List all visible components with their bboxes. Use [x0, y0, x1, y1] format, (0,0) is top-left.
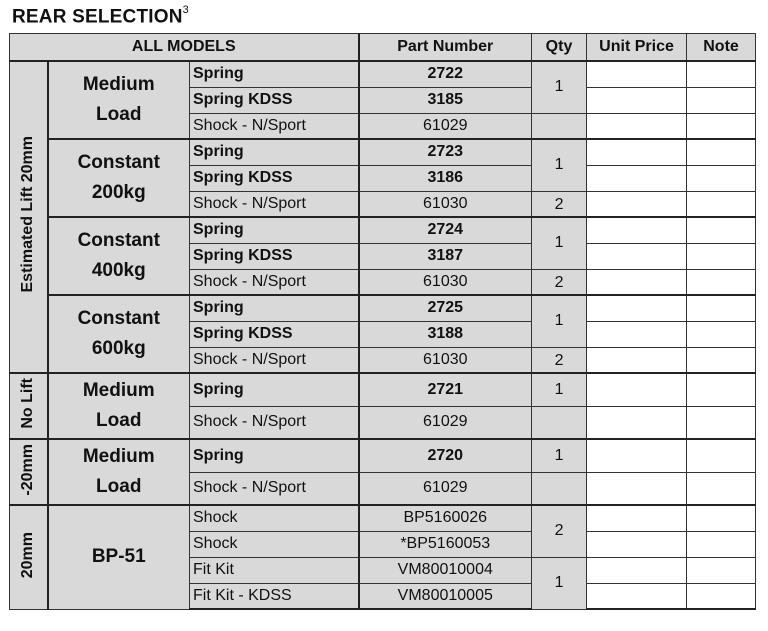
table-row	[10, 217, 756, 243]
note-cell[interactable]	[687, 113, 756, 139]
section-minus-20mm: -20mm	[10, 439, 48, 505]
part-number-cell: BP5160026	[359, 505, 532, 531]
part-number-cell: 61029	[359, 113, 532, 139]
component-cell: Shock - N/Sport	[190, 191, 359, 217]
header-note: Note	[687, 34, 756, 62]
part-number-cell: 61030	[359, 347, 532, 373]
unit-price-cell[interactable]	[587, 269, 687, 295]
header-all-models: ALL MODELS	[10, 34, 359, 62]
qty-cell: 1	[532, 439, 587, 472]
component-cell: Fit Kit - KDSS	[190, 583, 359, 609]
note-cell[interactable]	[687, 531, 756, 557]
qty-cell	[532, 113, 587, 139]
component-cell: Fit Kit	[190, 557, 359, 583]
note-cell[interactable]	[687, 472, 756, 505]
unit-price-cell[interactable]	[587, 505, 687, 531]
note-cell[interactable]	[687, 61, 756, 87]
component-cell: Spring KDSS	[190, 165, 359, 191]
unit-price-cell[interactable]	[587, 139, 687, 165]
load-label: BP-51	[48, 505, 190, 609]
load-label: Constant 400kg	[48, 217, 190, 295]
table-header-row	[10, 34, 756, 62]
part-number-cell: VM80010005	[359, 583, 532, 609]
component-cell: Shock - N/Sport	[190, 347, 359, 373]
qty-cell: 2	[532, 269, 587, 295]
note-cell[interactable]	[687, 373, 756, 406]
part-number-cell: 3187	[359, 243, 532, 269]
load-label: Constant 200kg	[48, 139, 190, 217]
component-cell: Shock - N/Sport	[190, 113, 359, 139]
qty-cell: 1	[532, 557, 587, 609]
note-cell[interactable]	[687, 165, 756, 191]
part-number-cell: 2720	[359, 439, 532, 472]
unit-price-cell[interactable]	[587, 87, 687, 113]
qty-cell	[532, 406, 587, 439]
unit-price-cell[interactable]	[587, 531, 687, 557]
component-cell: Spring KDSS	[190, 87, 359, 113]
note-cell[interactable]	[687, 583, 756, 609]
component-cell: Spring	[190, 217, 359, 243]
part-number-cell: 3188	[359, 321, 532, 347]
part-number-cell: 61030	[359, 191, 532, 217]
unit-price-cell[interactable]	[587, 321, 687, 347]
unit-price-cell[interactable]	[587, 191, 687, 217]
note-cell[interactable]	[687, 321, 756, 347]
note-cell[interactable]	[687, 191, 756, 217]
qty-cell: 1	[532, 295, 587, 347]
unit-price-cell[interactable]	[587, 113, 687, 139]
part-number-cell: 2725	[359, 295, 532, 321]
unit-price-cell[interactable]	[587, 165, 687, 191]
header-part-number: Part Number	[359, 34, 532, 62]
unit-price-cell[interactable]	[587, 406, 687, 439]
unit-price-cell[interactable]	[587, 217, 687, 243]
load-label: Medium Load	[48, 61, 190, 139]
unit-price-cell[interactable]	[587, 347, 687, 373]
component-cell: Shock - N/Sport	[190, 269, 359, 295]
section-estimated-lift: Estimated Lift 20mm	[10, 61, 48, 373]
part-number-cell: 2724	[359, 217, 532, 243]
note-cell[interactable]	[687, 439, 756, 472]
qty-cell	[532, 472, 587, 505]
qty-cell: 2	[532, 347, 587, 373]
note-cell[interactable]	[687, 295, 756, 321]
part-number-cell: 61029	[359, 406, 532, 439]
part-number-cell: 2723	[359, 139, 532, 165]
unit-price-cell[interactable]	[587, 295, 687, 321]
unit-price-cell[interactable]	[587, 472, 687, 505]
component-cell: Shock	[190, 531, 359, 557]
part-number-cell: 2721	[359, 373, 532, 406]
component-cell: Spring KDSS	[190, 321, 359, 347]
load-label: Medium Load	[48, 373, 190, 439]
load-label: Constant 600kg	[48, 295, 190, 373]
rear-selection-table	[9, 33, 756, 610]
component-cell: Shock	[190, 505, 359, 531]
qty-cell: 2	[532, 191, 587, 217]
component-cell: Shock - N/Sport	[190, 472, 359, 505]
unit-price-cell[interactable]	[587, 243, 687, 269]
table-row	[10, 439, 756, 472]
component-cell: Spring	[190, 295, 359, 321]
section-20mm: 20mm	[10, 505, 48, 609]
table-row	[10, 295, 756, 321]
qty-cell: 1	[532, 61, 587, 113]
table-row	[10, 61, 756, 87]
header-unit-price: Unit Price	[587, 34, 687, 62]
qty-cell: 2	[532, 505, 587, 557]
unit-price-cell[interactable]	[587, 439, 687, 472]
qty-cell: 1	[532, 139, 587, 191]
table-row	[10, 505, 756, 531]
component-cell: Spring	[190, 139, 359, 165]
note-cell[interactable]	[687, 406, 756, 439]
note-cell[interactable]	[687, 217, 756, 243]
part-number-cell: *BP5160053	[359, 531, 532, 557]
part-number-cell: VM80010004	[359, 557, 532, 583]
note-cell[interactable]	[687, 87, 756, 113]
section-no-lift: No Lift	[10, 373, 48, 439]
table-row	[10, 373, 756, 406]
component-cell: Shock - N/Sport	[190, 406, 359, 439]
part-number-cell: 2722	[359, 61, 532, 87]
qty-cell: 1	[532, 217, 587, 269]
note-cell[interactable]	[687, 243, 756, 269]
note-cell[interactable]	[687, 557, 756, 583]
part-number-cell: 61030	[359, 269, 532, 295]
component-cell: Spring	[190, 373, 359, 406]
note-cell[interactable]	[687, 269, 756, 295]
part-number-cell: 3186	[359, 165, 532, 191]
header-qty: Qty	[532, 34, 587, 62]
note-cell[interactable]	[687, 347, 756, 373]
page-title: REAR SELECTION$^3$	[12, 4, 189, 28]
qty-cell: 1	[532, 373, 587, 406]
unit-price-cell[interactable]	[587, 557, 687, 583]
unit-price-cell[interactable]	[587, 61, 687, 87]
component-cell: Spring KDSS	[190, 243, 359, 269]
table-row	[10, 139, 756, 165]
note-cell[interactable]	[687, 139, 756, 165]
unit-price-cell[interactable]	[587, 373, 687, 406]
part-number-cell: 61029	[359, 472, 532, 505]
component-cell: Spring	[190, 61, 359, 87]
load-label: Medium Load	[48, 439, 190, 505]
note-cell[interactable]	[687, 505, 756, 531]
part-number-cell: 3185	[359, 87, 532, 113]
unit-price-cell[interactable]	[587, 583, 687, 609]
component-cell: Spring	[190, 439, 359, 472]
